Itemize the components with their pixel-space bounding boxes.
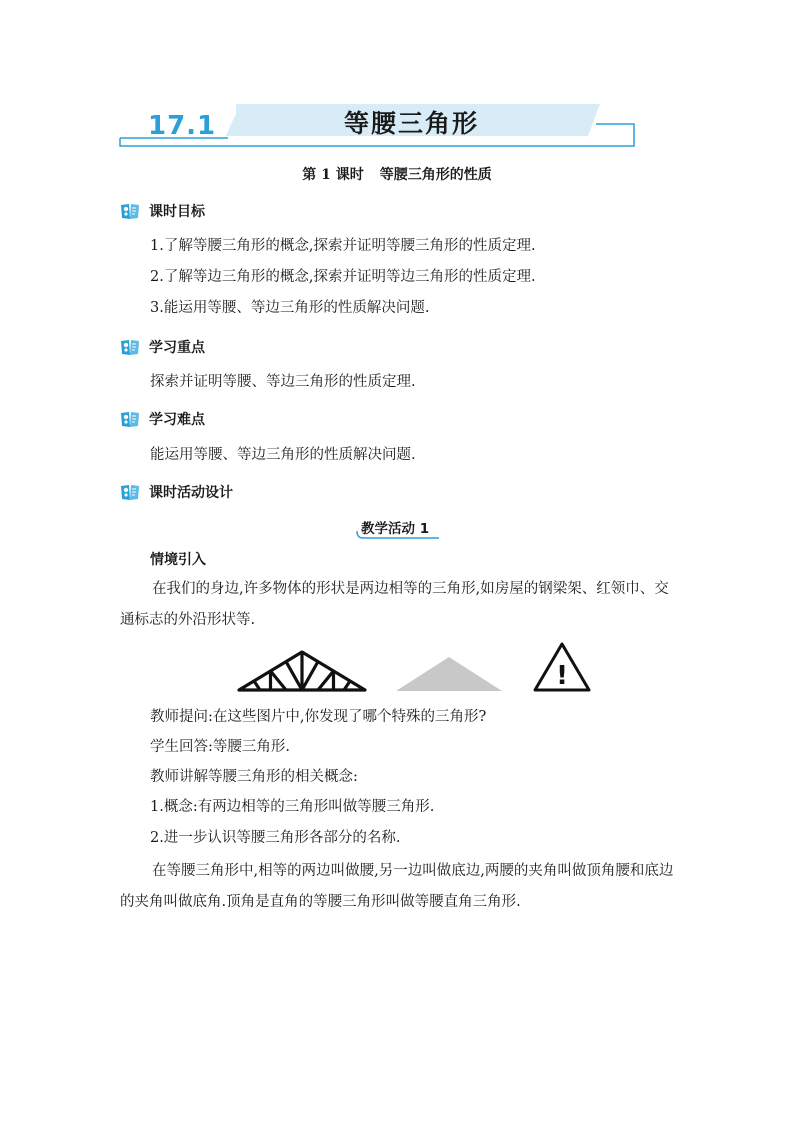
book-icon (120, 201, 140, 221)
concept-item: 1.概念:有两边相等的三角形叫做等腰三角形. (150, 799, 435, 815)
activity-subheading: 情境引入 (150, 552, 206, 568)
section-design-heading (120, 481, 233, 503)
objective-item: 2.了解等边三角形的概念,探索并证明等边三角形的性质定理. (150, 269, 536, 285)
closing-paragraph: 在等腰三角形中,相等的两边叫做腰,另一边叫做底边,两腰的夹角叫做顶角腰和底边的夹角叫做底角.顶角是直角的等腰三角形叫做等腰直角三角形. (120, 863, 674, 910)
activity-title (355, 517, 440, 541)
difficulties-text: 能运用等腰、等边三角形的性质解决问题. (150, 447, 416, 463)
section-label: 学习重点 (149, 340, 205, 356)
section-label: 学习难点 (149, 412, 205, 428)
chapter-number: 17.1 (148, 111, 217, 141)
red-scarf-triangle-image (394, 655, 504, 693)
intro-paragraph: 在我们的身边,许多物体的形状是两边相等的三角形,如房屋的钢梁架、红领巾、交通标志的外沿形状等. (120, 581, 669, 628)
section-label: 课时活动设计 (149, 485, 233, 501)
teacher-question: 教师提问:在这些图片中,你发现了哪个特殊的三角形? (150, 709, 487, 725)
lesson-name: 等腰三角形的性质 (379, 167, 492, 183)
activity-title-text: 教学活动 1 (361, 521, 430, 537)
section-objectives-heading (120, 200, 205, 222)
student-answer: 学生回答:等腰三角形. (150, 739, 290, 755)
chapter-title: 等腰三角形 (344, 109, 480, 138)
lesson-number: 第 1 课时 (302, 167, 364, 183)
activity-underline (355, 517, 440, 541)
book-icon (120, 409, 140, 429)
section-difficulties-heading (120, 408, 205, 430)
chapter-banner (118, 100, 638, 152)
lesson-title (0, 164, 794, 184)
key-points-text: 探索并证明等腰、等边三角形的性质定理. (150, 374, 416, 390)
warning-sign-image (532, 641, 592, 693)
objective-item: 3.能运用等腰、等边三角形的性质解决问题. (150, 300, 430, 316)
teacher-explanation: 教师讲解等腰三角形的相关概念: (150, 769, 358, 785)
warning-symbol: ! (556, 661, 568, 691)
roof-truss-image (236, 648, 368, 694)
section-key-points-heading (120, 336, 205, 358)
objective-item: 1.了解等腰三角形的概念,探索并证明等腰三角形的性质定理. (150, 238, 536, 254)
book-icon (120, 482, 140, 502)
section-label: 课时目标 (149, 204, 205, 220)
book-icon (120, 337, 140, 357)
concept-item: 2.进一步认识等腰三角形各部分的名称. (150, 830, 401, 846)
